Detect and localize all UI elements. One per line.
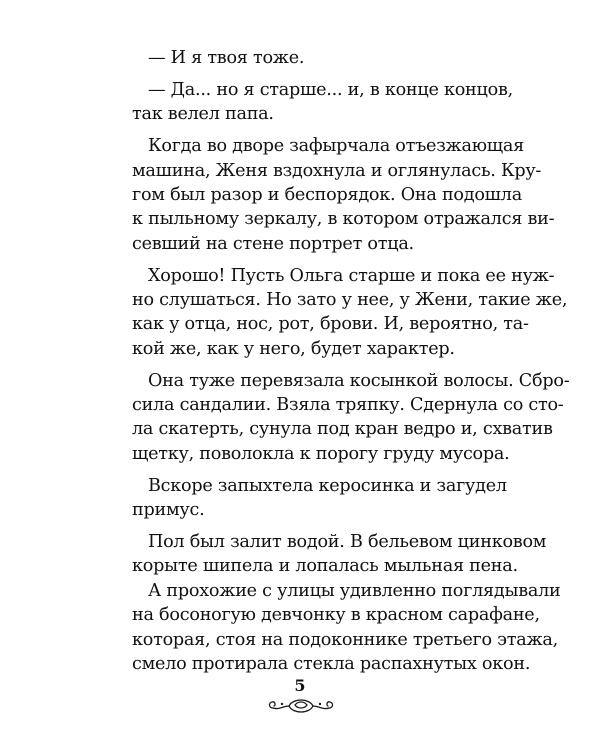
text-line: примус.: [132, 500, 205, 521]
text-line: Вскоре запыхтела керосинка и загудел: [148, 475, 507, 496]
paragraph: [132, 46, 482, 70]
text-line: которая, стоя на подоконнике третьего этажа,: [132, 629, 559, 650]
text-line: Она туже перевязала косынкой волосы. Сбро-: [148, 370, 570, 391]
text-line: А прохожие с улицы удивленно поглядывали: [148, 580, 561, 601]
text-line: щетку, поволокла к порогу груду мусора.: [132, 443, 510, 464]
text-line: на босоногую девчонку в красном сарафане,: [132, 605, 540, 626]
text-line: так велел папа.: [132, 104, 274, 125]
paragraph: [132, 369, 570, 467]
paragraph: [132, 78, 513, 127]
text-line: севший на стене портрет отца.: [132, 233, 414, 254]
paragraph: [132, 530, 561, 676]
paragraph: [132, 134, 555, 256]
text-line: Пол был залит водой. В бельевом цинковом: [148, 532, 547, 553]
text-line: сила сандалии. Взяла тряпку. Сдернула со сто-: [132, 395, 564, 416]
paragraph: [132, 264, 568, 362]
text-line: гом был разор и беспорядок. Она подошла: [132, 184, 522, 205]
text-line: — Да... но я старше... и, в конце концов,: [148, 79, 513, 100]
page-number: 5: [294, 676, 306, 695]
paragraph: [132, 474, 507, 523]
text-line: — И я твоя тоже.: [148, 48, 305, 68]
body-text: [132, 46, 570, 676]
text-line: но слушаться. Но зато у нее, у Жени, такие же,: [132, 290, 568, 311]
text-line: корыте шипела и лопалась мыльная пена.: [132, 556, 518, 577]
text-line: кой же, как у него, будет характер.: [132, 338, 455, 359]
text-line: как у отца, нос, рот, брови. И, вероятно, та-: [132, 314, 529, 335]
text-line: к пыльному зеркалу, в котором отражался ви-: [132, 209, 555, 230]
text-line: Когда во дворе зафырчала отъезжающая: [148, 136, 524, 157]
vine-ornament-icon: [267, 694, 335, 716]
text-line: Хорошо! Пусть Ольга старше и пока ее нуж-: [148, 265, 555, 286]
text-line: ла скатерть, сунула под кран ведро и, схватив: [132, 419, 553, 440]
text-line: машина, Женя вздохнула и оглянулась. Кру-: [132, 160, 542, 181]
text-line: смело протирала стекла распахнутых окон.: [132, 653, 531, 674]
